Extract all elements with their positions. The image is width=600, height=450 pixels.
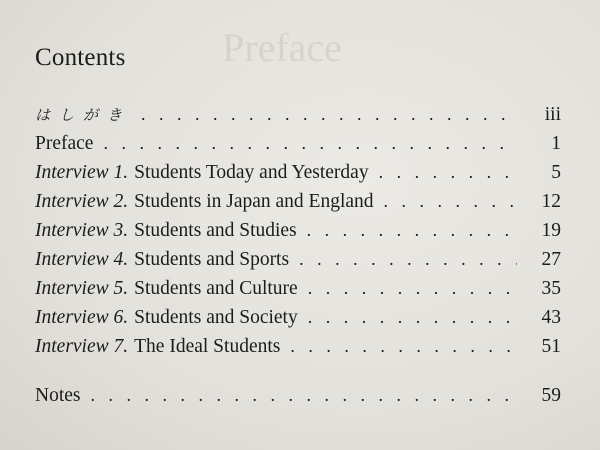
section-gap [35, 361, 561, 381]
toc-entry-hashigaki [35, 100, 561, 129]
toc-page-number: iii [544, 104, 561, 125]
toc-entry-title: The Ideal Students [134, 336, 281, 357]
toc-page-number: 27 [541, 249, 561, 270]
toc-page-number: 5 [551, 162, 561, 183]
dot-leader [308, 303, 517, 332]
toc-entry-interview-2 [35, 187, 561, 216]
toc-entry-title: Students and Studies [134, 220, 297, 241]
dot-leader [141, 100, 517, 129]
contents-heading: Contents [35, 44, 126, 71]
dot-leader [103, 129, 517, 158]
toc-entry-interview-7 [35, 332, 561, 361]
dot-leader [384, 187, 517, 216]
toc-entry-prefix: Interview 4. [35, 249, 129, 270]
toc-entry-title: Students and Society [134, 307, 298, 328]
dot-leader [290, 332, 517, 361]
dot-leader [91, 381, 518, 410]
toc-entry-title: Notes [35, 385, 81, 406]
dot-leader [308, 274, 517, 303]
toc-entry-prefix: Interview 7. [35, 336, 129, 357]
toc-entry-title: Students and Sports [134, 249, 290, 270]
toc-entry-prefix: Interview 1. [35, 162, 129, 183]
toc-entry-title: Students Today and Yesterday [134, 162, 369, 183]
toc-entry-title: Students and Culture [134, 278, 298, 299]
toc-page-number: 19 [541, 220, 561, 241]
toc-entry-interview-6 [35, 303, 561, 332]
toc-page-number: 12 [541, 191, 561, 212]
toc-page-number: 43 [541, 307, 561, 328]
toc-entry-notes [35, 381, 561, 410]
bleed-through-title: Preface [222, 25, 342, 70]
toc-entry-title: Students in Japan and England [134, 191, 374, 212]
toc-entry-prefix: Interview 5. [35, 278, 129, 299]
toc-entry-prefix: Interview 3. [35, 220, 129, 241]
toc-page-number: 1 [551, 133, 561, 154]
toc-page-number: 59 [541, 385, 561, 406]
toc-entry-preface [35, 129, 561, 158]
toc-entry-interview-3 [35, 216, 561, 245]
toc-page-number: 35 [541, 278, 561, 299]
dot-leader [379, 158, 517, 187]
table-of-contents [35, 100, 561, 410]
toc-entry-title: はしがき [35, 106, 132, 124]
toc-entry-title: Preface [35, 133, 94, 154]
toc-entry-prefix: Interview 6. [35, 307, 129, 328]
toc-entry-interview-4 [35, 245, 561, 274]
toc-page-number: 51 [541, 336, 561, 357]
toc-entry-interview-1 [35, 158, 561, 187]
dot-leader [299, 245, 517, 274]
toc-entry-interview-5 [35, 274, 561, 303]
toc-entry-prefix: Interview 2. [35, 191, 129, 212]
dot-leader [307, 216, 517, 245]
